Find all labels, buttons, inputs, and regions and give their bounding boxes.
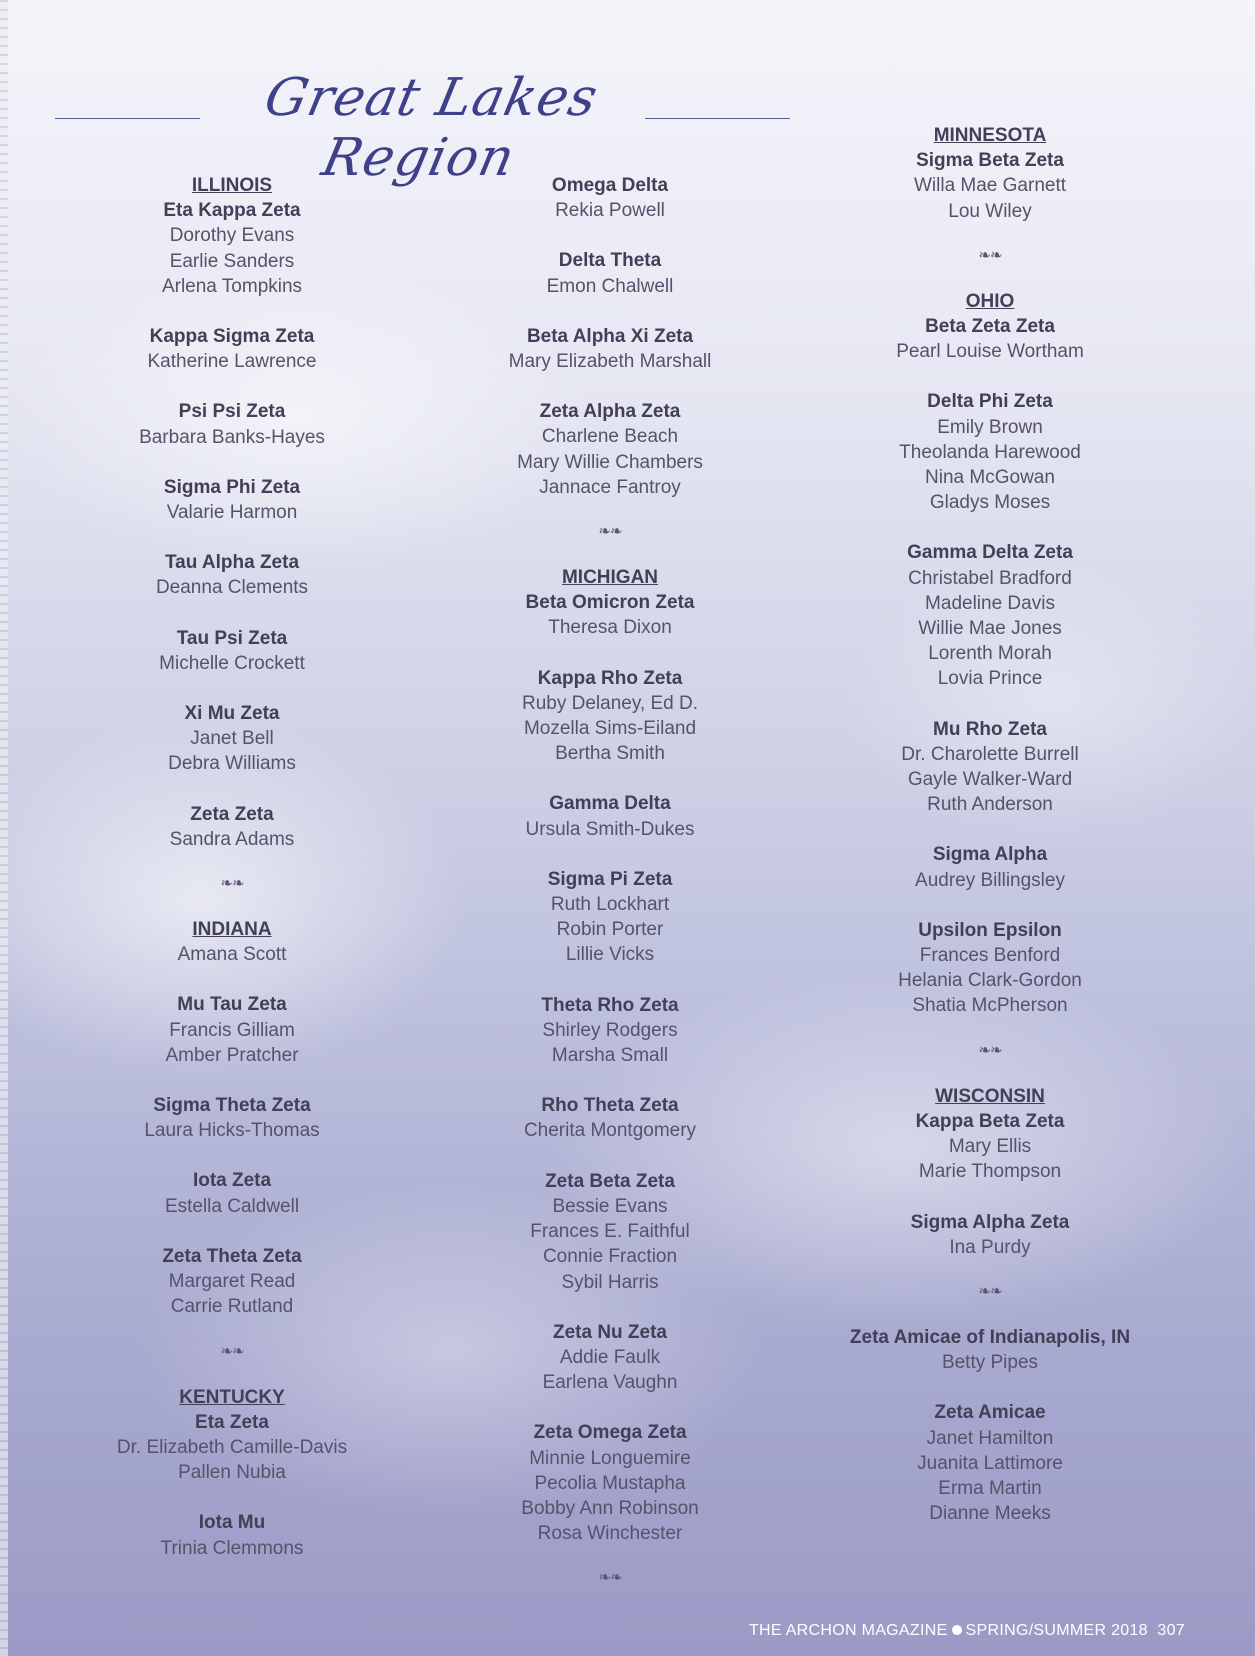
state-heading: MINNESOTA xyxy=(933,125,1047,146)
chapter-name: Gamma Delta Zeta xyxy=(907,542,1073,564)
member-name: Margaret Read xyxy=(168,1271,296,1293)
magazine-name: THE ARCHON MAGAZINE xyxy=(748,1622,948,1639)
chapter-name: Zeta Nu Zeta xyxy=(552,1321,668,1343)
member-name: Frances E. Faithful xyxy=(530,1221,690,1243)
member-name: Pearl Louise Wortham xyxy=(896,341,1084,363)
member-name: Willa Mae Garnett xyxy=(913,175,1067,197)
chapter-group xyxy=(430,324,790,374)
chapter-name: Zeta Alpha Zeta xyxy=(539,401,681,423)
member-name: Marie Thompson xyxy=(918,1161,1062,1183)
member-name: Deanna Clements xyxy=(155,577,309,599)
chapter-name: Theta Rho Zeta xyxy=(541,994,679,1016)
member-name: Theresa Dixon xyxy=(548,617,672,639)
member-name: Addie Faulk xyxy=(559,1346,661,1368)
member-name: Gladys Moses xyxy=(929,492,1051,514)
member-name: Laura Hicks-Thomas xyxy=(144,1120,320,1142)
chapter-name: Eta Kappa Zeta xyxy=(163,200,301,222)
member-name: Sandra Adams xyxy=(169,828,295,850)
flourish-ornament-icon: ❧❧ xyxy=(598,1568,622,1587)
chapter-name: Eta Zeta xyxy=(195,1411,269,1433)
flourish-ornament-icon: ❧❧ xyxy=(978,1281,1002,1300)
column-2 xyxy=(430,173,790,1611)
member-name: Janet Hamilton xyxy=(926,1427,1054,1449)
member-name: Emon Chalwell xyxy=(546,275,674,297)
chapter-group xyxy=(810,1400,1170,1526)
member-name: Earlie Sanders xyxy=(169,250,295,272)
page-number: 307 xyxy=(1157,1622,1185,1639)
chapter-group xyxy=(430,666,790,767)
chapter-name: Zeta Amicae of Indianapolis, IN xyxy=(849,1326,1131,1348)
chapter-name: Beta Zeta Zeta xyxy=(925,316,1055,338)
state-heading: WISCONSIN xyxy=(935,1085,1045,1107)
member-name: Rekia Powell xyxy=(555,200,665,222)
member-name: Amana Scott xyxy=(177,944,287,966)
member-name: Frances Benford xyxy=(919,945,1061,967)
member-name: Barbara Banks-Hayes xyxy=(139,426,325,448)
chapter-group xyxy=(430,565,790,641)
chapter-name: Sigma Alpha Zeta xyxy=(910,1211,1070,1233)
member-name: Juanita Lattimore xyxy=(917,1452,1063,1474)
member-name: Bertha Smith xyxy=(555,743,665,765)
member-name: Rosa Winchester xyxy=(537,1523,683,1545)
state-heading: OHIO xyxy=(965,290,1015,312)
chapter-name: Zeta Theta Zeta xyxy=(162,1245,302,1267)
chapter-name: Sigma Beta Zeta xyxy=(916,150,1064,172)
member-name: Lorenth Morah xyxy=(928,643,1052,665)
chapter-name: Kappa Sigma Zeta xyxy=(149,326,315,348)
region-title: Great Lakes Region xyxy=(259,68,604,188)
member-name: Shirley Rodgers xyxy=(542,1019,678,1041)
member-name: Ruth Anderson xyxy=(927,794,1053,816)
member-name: Earlena Vaughn xyxy=(542,1372,678,1394)
chapter-group xyxy=(52,1244,412,1320)
member-name: Lou Wiley xyxy=(948,200,1032,222)
header-rule-right xyxy=(645,118,790,119)
chapter-name: Zeta Omega Zeta xyxy=(533,1422,687,1444)
chapter-name: Sigma Phi Zeta xyxy=(163,476,301,498)
chapter-group xyxy=(52,475,412,525)
state-heading: INDIANA xyxy=(192,919,272,941)
member-name: Nina McGowan xyxy=(925,467,1055,489)
chapter-group xyxy=(810,123,1170,224)
member-name: Betty Pipes xyxy=(941,1352,1039,1374)
member-name: Charlene Beach xyxy=(541,426,679,448)
chapter-group xyxy=(430,173,790,223)
chapter-group xyxy=(430,867,790,968)
chapter-name: Rho Theta Zeta xyxy=(541,1095,679,1117)
chapter-name: Delta Theta xyxy=(558,250,662,272)
chapter-name: Mu Tau Zeta xyxy=(177,994,287,1016)
member-name: Arlena Tompkins xyxy=(161,275,303,297)
member-name: Dr. Elizabeth Camille-Davis xyxy=(116,1436,348,1458)
flourish-ornament-icon: ❧❧ xyxy=(220,1341,244,1360)
chapter-name: Omega Delta xyxy=(551,175,669,196)
member-name: Trinia Clemmons xyxy=(160,1537,304,1559)
member-name: Amber Pratcher xyxy=(165,1044,299,1066)
flourish-ornament-icon: ❧❧ xyxy=(978,1040,1002,1059)
column-1 xyxy=(52,173,412,1586)
column-3 xyxy=(810,123,1170,1551)
chapter-group xyxy=(430,248,790,298)
member-name: Madeline Davis xyxy=(925,592,1055,614)
member-name: Lillie Vicks xyxy=(565,944,655,966)
member-name: Theolanda Harewood xyxy=(899,441,1081,463)
member-name: Erma Martin xyxy=(938,1477,1042,1499)
member-name: Cherita Montgomery xyxy=(523,1120,697,1142)
member-name: Ina Purdy xyxy=(949,1236,1031,1258)
chapter-name: Delta Phi Zeta xyxy=(927,391,1053,413)
member-name: Debra Williams xyxy=(168,753,296,775)
member-name: Ursula Smith-Dukes xyxy=(525,818,695,840)
member-name: Lovia Prince xyxy=(937,668,1043,690)
chapter-name: Kappa Beta Zeta xyxy=(915,1110,1065,1132)
chapter-group xyxy=(430,1320,790,1396)
member-name: Valarie Harmon xyxy=(166,502,298,524)
member-name: Emily Brown xyxy=(937,416,1043,438)
chapter-group xyxy=(430,993,790,1069)
member-name: Jannace Fantroy xyxy=(539,476,681,498)
member-name: Ruby Delaney, Ed D. xyxy=(521,692,698,714)
chapter-group xyxy=(810,717,1170,818)
chapter-name: Beta Omicron Zeta xyxy=(525,592,695,614)
member-name: Michelle Crockett xyxy=(159,652,305,674)
member-name: Dianne Meeks xyxy=(929,1503,1051,1525)
chapter-name: Sigma Theta Zeta xyxy=(153,1095,311,1117)
chapter-name: Xi Mu Zeta xyxy=(184,703,280,725)
chapter-group xyxy=(52,324,412,374)
member-name: Katherine Lawrence xyxy=(147,351,317,373)
member-name: Ruth Lockhart xyxy=(550,894,670,916)
member-name: Pallen Nubia xyxy=(178,1462,286,1484)
chapter-name: Zeta Beta Zeta xyxy=(545,1170,675,1192)
member-name: Mozella Sims-Eiland xyxy=(523,718,697,740)
chapter-name: Kappa Rho Zeta xyxy=(537,667,683,689)
state-heading: KENTUCKY xyxy=(179,1386,285,1408)
member-name: Robin Porter xyxy=(556,919,664,941)
chapter-group xyxy=(810,540,1170,691)
member-name: Estella Caldwell xyxy=(164,1195,300,1217)
chapter-group xyxy=(810,289,1170,365)
chapter-group xyxy=(52,1510,412,1560)
member-name: Bessie Evans xyxy=(552,1195,668,1217)
member-name: Minnie Longuemire xyxy=(529,1447,691,1469)
chapter-group xyxy=(430,1169,790,1295)
chapter-group xyxy=(52,917,412,967)
member-name: Carrie Rutland xyxy=(170,1296,294,1318)
chapter-group xyxy=(810,842,1170,892)
member-name: Dr. Charolette Burrell xyxy=(901,743,1079,765)
page-footer xyxy=(749,1622,1185,1640)
chapter-name: Tau Alpha Zeta xyxy=(164,552,300,574)
chapter-name: Zeta Amicae xyxy=(934,1402,1046,1424)
chapter-name: Sigma Pi Zeta xyxy=(547,868,673,890)
chapter-group xyxy=(430,1420,790,1546)
bullet-dot-icon xyxy=(952,1625,962,1635)
chapter-name: Tau Psi Zeta xyxy=(176,627,288,649)
chapter-name: Upsilon Epsilon xyxy=(918,919,1062,941)
chapter-group xyxy=(810,389,1170,515)
chapter-group xyxy=(430,1093,790,1143)
chapter-group xyxy=(52,1093,412,1143)
chapter-group xyxy=(430,399,790,500)
member-name: Pecolia Mustapha xyxy=(534,1472,686,1494)
chapter-name: Zeta Zeta xyxy=(190,803,274,825)
member-name: Bobby Ann Robinson xyxy=(521,1497,699,1519)
chapter-group xyxy=(52,399,412,449)
flourish-ornament-icon: ❧❧ xyxy=(220,874,244,893)
chapter-name: Beta Alpha Xi Zeta xyxy=(526,325,694,347)
member-name: Gayle Walker-Ward xyxy=(907,769,1073,791)
chapter-name: Iota Mu xyxy=(198,1512,266,1534)
state-heading: ILLINOIS xyxy=(191,175,273,196)
chapter-name: Iota Zeta xyxy=(192,1170,272,1192)
member-name: Marsha Small xyxy=(551,1045,669,1067)
header-rule-left xyxy=(55,118,200,119)
chapter-name: Mu Rho Zeta xyxy=(933,718,1047,740)
member-name: Mary Elizabeth Marshall xyxy=(508,351,712,373)
member-name: Willie Mae Jones xyxy=(918,618,1062,640)
member-name: Audrey Billingsley xyxy=(915,869,1065,891)
issue-label: SPRING/SUMMER 2018 xyxy=(965,1622,1148,1639)
chapter-group xyxy=(52,1168,412,1218)
member-name: Sybil Harris xyxy=(561,1271,659,1293)
chapter-group xyxy=(810,1084,1170,1185)
member-name: Christabel Bradford xyxy=(908,567,1072,589)
chapter-group xyxy=(52,550,412,600)
chapter-group xyxy=(52,173,412,299)
member-name: Helania Clark-Gordon xyxy=(898,970,1082,992)
chapter-group xyxy=(52,1385,412,1486)
chapter-group xyxy=(810,1210,1170,1260)
chapter-group xyxy=(430,791,790,841)
chapter-name: Gamma Delta xyxy=(549,793,671,815)
chapter-name: Psi Psi Zeta xyxy=(178,401,286,423)
member-name: Francis Gilliam xyxy=(169,1019,295,1041)
member-name: Janet Bell xyxy=(190,728,274,750)
chapter-group xyxy=(810,1325,1170,1375)
page-binding-edge xyxy=(0,0,8,1656)
member-name: Mary Ellis xyxy=(948,1136,1032,1158)
chapter-name: Sigma Alpha xyxy=(932,844,1048,866)
member-name: Connie Fraction xyxy=(542,1246,678,1268)
chapter-group xyxy=(52,802,412,852)
member-name: Dorothy Evans xyxy=(169,225,295,247)
state-heading: MICHIGAN xyxy=(561,567,659,589)
flourish-ornament-icon: ❧❧ xyxy=(978,245,1002,264)
chapter-group xyxy=(52,626,412,676)
chapter-group xyxy=(52,992,412,1068)
flourish-ornament-icon: ❧❧ xyxy=(598,522,622,541)
member-name: Shatia McPherson xyxy=(912,995,1068,1017)
chapter-group xyxy=(52,701,412,777)
member-name: Mary Willie Chambers xyxy=(517,451,703,473)
chapter-group xyxy=(810,918,1170,1019)
